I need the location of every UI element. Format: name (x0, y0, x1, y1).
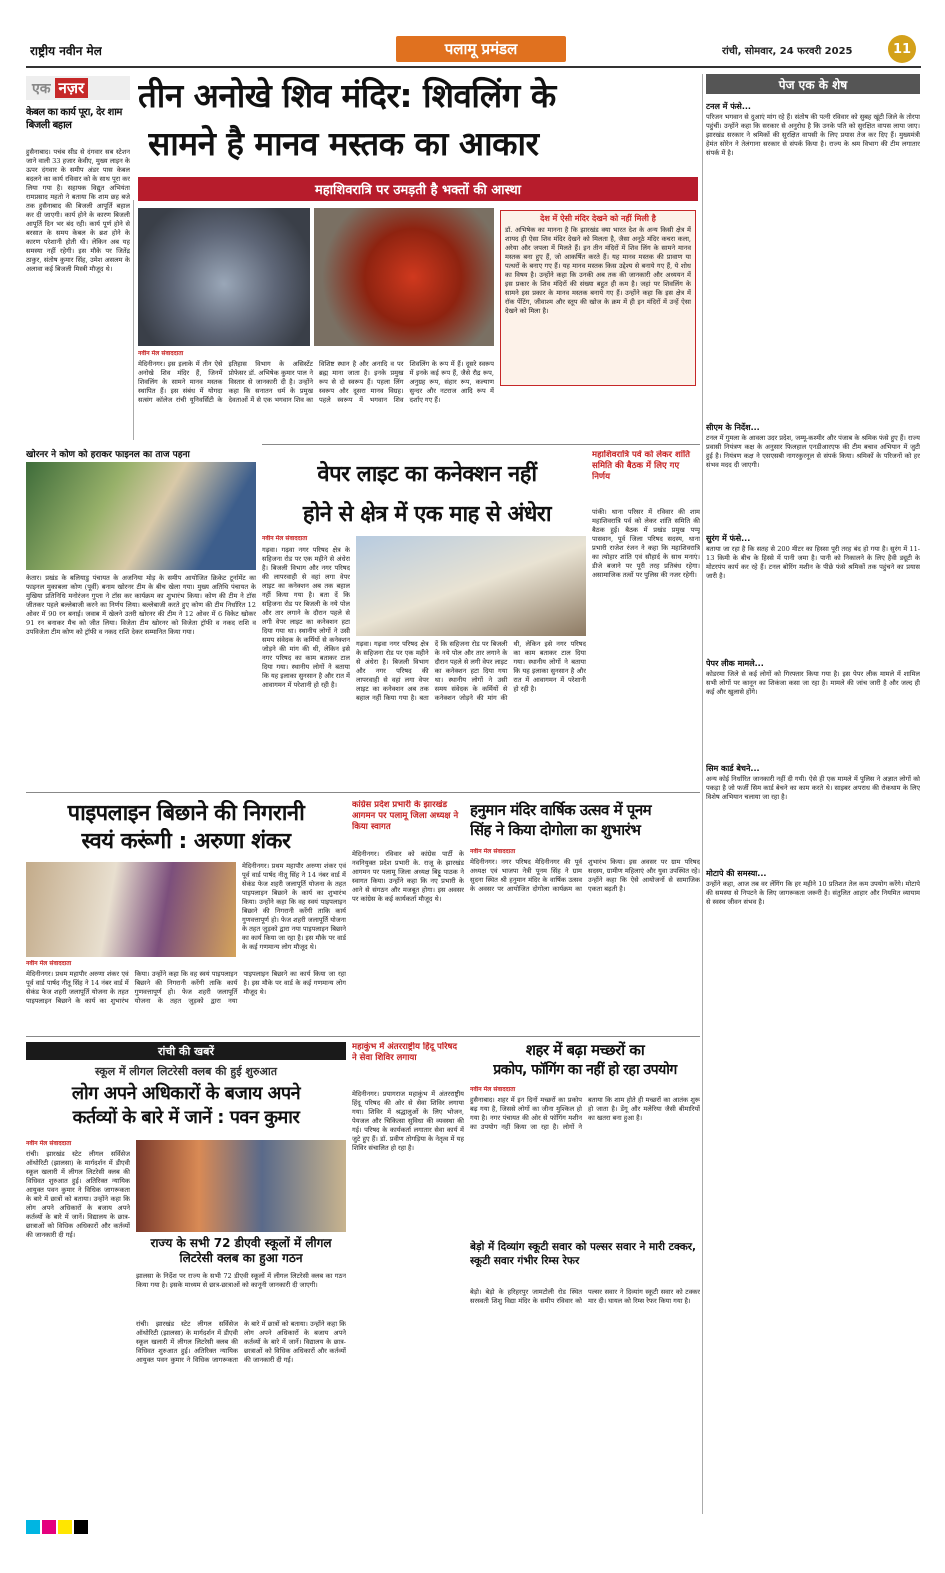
shiv-body: मेदिनीनगर। इस इलाके में तीन ऐसे अनोखे शिव मंदिर हैं, जिनमें शिवलिंग के सामने मानव मस्तक स्थापित हैं। इस संबंध में योगदा सत्संग कॉलेज रांची यूनिवर्सिटी के इतिहास विभाग के असिस्टेंट प्रोफेसर डॉ. अभिषेक कुमार पाल ने विस्तार से जानकारी दी है। उन्होंने कहा कि सनातन धर्म के प्रमुख देवताओं में से एक भगवान शिव का विशिष्ट स्थान है और अनादि व पर ब्रह्म माना जाता है। इनके प्रमुख रूप से दो स्वरूप हैं। पहला लिंग स्वरूप और दूसरा मानव विग्रह। पहले स्वरूप में भगवान शिव शिवलिंग के रूप में हैं। दूसरे स्वरूप में इनके कई रूप हैं, जैसे रौद्र रूप, अनुग्रह रूप, संहार रूप, कल्याण सुन्दर और नटराज आदि रूप में दर्शाए गए हैं। (138, 360, 494, 404)
s5-title: सिम कार्ड बेचने... (706, 764, 760, 773)
ranchi-news-label: रांची की खबरें (158, 1044, 214, 1058)
column-rule-left (133, 200, 134, 440)
mosquito-headline-2: प्रकोप, फॉगिंग का नहीं हो रहा उपयोग (493, 1062, 677, 1078)
s6-title: मोटापे की समस्या... (706, 869, 767, 878)
pipeline-body-side (242, 862, 346, 958)
ek-nazar-label (26, 76, 130, 100)
shiv-box-title: देश में ऐसी मंदिर देखने को नहीं मिली है (540, 214, 656, 223)
trophy-photo (26, 462, 256, 570)
s6-body: उन्होंने कहा, आज तब वर लेंगिंग कि हर महीने 10 प्रतिशत तेल कम उपयोग करेंगे। मोटापे की समस्या से निपटने के लिए जागरूकता जरूरी है। संतुलित आहार और नियमित व्यायाम से स्वस्थ जीवन संभव है। (706, 880, 920, 906)
shiv-info-box (500, 210, 696, 386)
s1-body: परिजन भगवान से दुआएं मांग रहे हैं। संतोष की पत्नी रविवार को सुबह खूंटी जिले के तोरपा पहुंचीं। उन्होंने कहा कि सरकार से अनुरोध है कि उनके पति को सुरक्षित वापस लाया जाए। झारखंड सरकार ने श्रमिकों की सुरक्षित वापसी के लिए प्रयास तेज कर दिए हैं। मुख्यमंत्री हेमंत सोरेन ने तेलंगाना सरकार से संपर्क किया है। राज्य के श्रम विभाग की टीम लगातार संपर्क में है। (706, 113, 920, 157)
s1-title: टनल में फंसे... (706, 102, 751, 111)
s3-body: बताया जा रहा है कि सतह से 200 मीटर का हिस्सा पूरी तरह बंद हो गया है। सुरंग में 11-13 किमी के बीच के हिस्से में पानी जमा है। पानी को निकालने के लिए हैवी ड्यूटी के मोटरपंप कार्य कर रहे हैं। टनल बोरिंग मशीन के पीछे फंसे श्रमिकों तक पहुंचने का प्रयास जारी है। (706, 545, 920, 580)
s2-body: टनल में गुमला के आवला उदर प्रदेश, जम्मू-कश्मीर और पंजाब के श्रमिक फंसे हुए हैं। राज्य प्रवासी नियंत्रण कक्ष के अनुसार फिलहाल एनडीआरएफ की टीम बचाव अभियान में जुटी हुई है। नियंत्रण कक्ष ने एसएसबी नागरकुरनूल से संपर्क किया। श्रमिकों के परिजनों को हर संभव मदद दी जाएगी। (706, 434, 920, 469)
mahakumbh-body: मेदिनीनगर। प्रयागराज महाकुंभ में अंतरराष्ट्रीय हिंदू परिषद की ओर से सेवा शिविर लगाया गया। शिविर में श्रद्धालुओं के लिए भोजन, पेयजल और चिकित्सा सुविधा की व्यवस्था की गई। परिषद के कार्यकर्ता लगातार सेवा कार्य में जुटे हुए हैं। डॉ. प्रवीण तोगड़िया के नेतृत्व में यह शिविर संचालित हो रहा है। (352, 1090, 464, 1152)
congress-body: मेदिनीनगर। रविवार को कांग्रेस पार्टी के नवनियुक्त प्रदेश प्रभारी के. राजू के झारखंड आगमन पर पलामू जिला अध्यक्ष बिट्टू पाठक ने स्वागत किया। उन्होंने कहा कि नए प्रभारी के आने से संगठन और मजबूत होगा। इस अवसर पर कांग्रेस के कई कार्यकर्ता मौजूद थे। (352, 850, 464, 903)
shiv-byline: नवीन मेल संवाददाता (138, 350, 184, 357)
trophy-title: खोरनर ने कोण को हराकर फाइनल का ताज पहना (26, 450, 190, 460)
s3-title: सुरंग में फंसे... (706, 534, 751, 543)
hanuman-headline-1: हनुमान मंदिर वार्षिक उत्सव में पूनम (470, 801, 652, 819)
legal-headline-2: कर्तव्यों के बारे में जानें : पवन कुमार (72, 1107, 300, 1128)
legal-byline: नवीन मेल संवाददाता (26, 1140, 72, 1147)
right-sections (706, 98, 920, 1512)
ranchi-news-bar (26, 1042, 346, 1060)
divider-vapor (262, 444, 700, 445)
s5-body: अन्य कोई निर्धारित जानकारी नहीं दी गयी। ऐसे ही एक मामले में पुलिस ने अज्ञात लोगों को पकड़ा है जो फर्जी सिम कार्ड बेचने का काम करते थे। साइबर अपराध की रोकथाम के लिए विशेष अभियान चलाया जा रहा है। (706, 775, 920, 801)
vapor-body: गढ़वा। गढ़वा नगर परिषद क्षेत्र के सहिजना रोड पर एक महीने से अंधेरा है। बिजली विभाग और नगर परिषद की लापरवाही से वहां लगा वेपर लाइट का कनेक्शन अब तक बहाल नहीं किया गया है। बता दें कि सहिजना रोड पर बिजली के नये पोल और तार लगाने के दौरान पहले से लगी वेपर लाइट का कनेक्शन हटा दिया गया था। स्थानीय लोगों ने उसी समय संवेदक के कर्मियों से कनेक्शन जोड़ने की मांग की थी, लेकिन इसे नगर परिषद का काम बताकर टाल दिया गया। स्थानीय लोगों ने बताया कि यह इलाका सुनसान है और रात में आवागमन में परेशानी हो रही है। (262, 546, 350, 689)
pipeline-side-text: मेदिनीनगर। प्रथम महापौर अरुणा शंकर एवं पूर्व वार्ड पार्षद नीतू सिंह ने 14 नंबर वार्ड में सेकंड फेज शहरी जलापूर्ति योजना के तहत पाइपलाइन बिछाने के कार्य का शुभारंभ किया। उन्होंने कहा कि वह स्वयं पाइपलाइन बिछाने की निगरानी करेंगी ताकि कार्य गुणवत्तापूर्ण हो। फेज शहरी जलापूर्ति योजना के तहत जुड़को द्वारा नया पाइपलाइन बिछाने का कार्य किया जा रहा है। इस मौके पर वार्ड के कई गणमान्य लोग मौजूद थे। (242, 862, 346, 951)
page-number-text: 11 (892, 41, 912, 57)
pipeline-photo (26, 862, 236, 957)
reg-black (74, 1520, 88, 1534)
scooty-title: बेड़ो में दिव्यांग स्कूटी सवार को पल्सर सवार ने मारी टक्कर, स्कूटी सवार गंभीर रिम्स रेफर (470, 1241, 697, 1267)
shiv-box-body: डॉ. अभिषेक का मानना है कि झारखंड क्या भारत देश के अन्य किसी क्षेत्र में शायद ही ऐसा शिव मंदिर देखने को मिलता है, जैसा अनूठे मंदिर कचरा कला, अरेया और जपला में मिलते हैं। इन तीन मंदिरों में शिव लिंग के सामने मानव मस्तक बना हुए हैं, जो आकर्षित करते हैं। यह मानव मस्तक की प्रावाण या पत्थरों के बनाए गए हैं। यह मानव मस्तक किस उद्देश्य से बनाये गए हैं, ये शोध का विषय है। उन्होंने कहा कि उनकी अब तक की जानकारी और अध्ययन में इस प्रकार के शिव मंदिरों की संख्या बहुत ही कम है। जहां पर शिवलिंग के सामने इस प्रकार के मानव मस्तक बनाये गए हैं। उन्होंने कहा कि इस क्षेत्र में रॉक पेंटिंग, जीवाश्म और स्तूप की खोज के क्रम में ही इन मंदिरों में उन्हें ऐसा देखने को मिला है। (505, 226, 691, 315)
mosquito-byline: नवीन मेल संवाददाता (470, 1086, 516, 1093)
vapor-body-cont (356, 640, 586, 784)
s4-body: कोडरमा जिले से कई लोगों को गिरफ्तार किया गया है। इस पेपर लीक मामले में शामिल सभी लोगों पर कानून का शिकंजा कसा जा रहा है। मामले की जांच जारी है और जल्द ही कई और खुलासे होंगे। (706, 670, 920, 696)
congress-title: कांग्रेस प्रदेश प्रभारी के झारखंड आगमन पर पलामू जिला अध्यक्ष ने किया स्वागत (352, 800, 459, 832)
masthead (26, 32, 921, 68)
mosquito-headline-1: शहर में बढ़ा मच्छरों का (525, 1041, 645, 1059)
mosquito-body: हुसैनाबाद। शहर में इन दिनों मच्छरों का प्रकोप बढ़ गया है, जिससे लोगों का जीना मुश्किल हो गया है। नगर पंचायत की ओर से फॉगिंग मशीन का उपयोग नहीं किया जा रहा है। लोगों ने बताया कि शाम होते ही मच्छरों का आतंक शुरू हो जाता है। डेंगू और मलेरिया जैसी बीमारियों का खतरा बना हुआ है। (470, 1096, 700, 1131)
s2-title: सीएम के निर्देश... (706, 423, 760, 432)
pipeline-byline: नवीन मेल संवाददाता (26, 960, 72, 967)
scooty-body: बेड़ो। बेड़ो के हरिहरपुर जामटोली रोड स्थित सरस्वती शिशु विद्या मंदिर के समीप रविवार को पल्सर सवार ने दिव्यांग स्कूटी सवार को टक्कर मार दी। घायल को रिम्स रेफर किया गया है। (470, 1288, 700, 1305)
column-rule-right (702, 74, 703, 1514)
vapor-photo (356, 536, 586, 636)
legal-photo-title: राज्य के सभी 72 डीएवी स्कूलों में लीगल लिटरेसी क्लब का हुआ गठन (150, 1236, 332, 1265)
committee-body: पांकी। थाना परिसर में रविवार की शाम महाशिवरात्रि पर्व को लेकर शांति समिति की बैठक हुई। बैठक में प्रखंड प्रमुख पप्पू पासवान, पूर्व जिला परिषद सदस्य, थाना प्रभारी राजेश रंजन ने कहा कि महाशिवरात्रि का त्योहार शांति एवं सौहार्द के साथ मनाएं। डीजे बजाने पर पूरी तरह प्रतिबंध रहेगा। असामाजिक तत्वों पर पुलिस की नजर रहेगी। (592, 508, 700, 579)
reg-magenta (42, 1520, 56, 1534)
vapor-byline: नवीन मेल संवाददाता (262, 535, 308, 542)
vapor-headline-1: वेपर लाइट का कनेक्शन नहीं (317, 462, 537, 487)
right-header-text: पेज एक के शेष (778, 77, 848, 92)
shiv-headline-1: तीन अनोखे शिव मंदिर: शिवलिंग के (138, 76, 556, 115)
section-title: पलामू प्रमंडल (444, 40, 518, 58)
ek-nazar-headline: केबल का कार्य पूरा, देर शाम बिजली बहाल (26, 107, 122, 131)
s4-title: पेपर लीक मामले... (706, 659, 764, 668)
vapor-headline-2: होने से क्षेत्र में एक माह से अंधेरा (302, 502, 552, 527)
legal-body-cont (136, 1320, 346, 1510)
legal-body: रांची। झारखंड स्टेट लीगल सर्विसेज ऑथोरिटी (झालसा) के मार्गदर्शन में डीएवी स्कूल खलारी में लीगल लिटरेसी क्लब की विधिवत शुरुआत हुई। अतिरिक्त न्यायिक आयुक्त पवन कुमार ने विधिक जागरूकता के बारे में छात्रों को बताया। उन्होंने कहा कि लोग अपने अधिकारों के बजाय अपने कर्तव्यों के बारे में जानें। विद्यालय के छात्र-छात्राओं को विधिक अधिकारों और कर्तव्यों की जानकारी दी गई। (26, 1150, 130, 1239)
mahakumbh-title: महाकुंभ में अंतरराष्ट्रीय हिंदू परिषद ने सेवा शिविर लगाया (352, 1042, 457, 1063)
brand-name: राष्ट्रीय नवीन मेल (30, 44, 102, 58)
vapor-body-extra: गढ़वा। गढ़वा नगर परिषद क्षेत्र के सहिजना रोड पर एक महीने से अंधेरा है। बिजली विभाग और नगर परिषद की लापरवाही से वहां लगा वेपर लाइट का कनेक्शन अब तक बहाल नहीं किया गया है। बता दें कि सहिजना रोड पर बिजली के नये पोल और तार लगाने के दौरान पहले से लगी वेपर लाइट का कनेक्शन हटा दिया गया था। स्थानीय लोगों ने उसी समय संवेदक के कर्मियों से कनेक्शन जोड़ने की मांग की थी, लेकिन इसे नगर परिषद का काम बताकर टाल दिया गया। स्थानीय लोगों ने बताया कि यह इलाका सुनसान है और रात में आवागमन में परेशानी हो रही है। (356, 640, 586, 702)
hanuman-body: मेदिनीनगर। नगर परिषद मेदिनीनगर की पूर्व अध्यक्ष एवं भाजपा नेत्री पूनम सिंह ने ग्राम सुदना स्थित श्री हनुमान मंदिर के वार्षिक उत्सव के अवसर पर आयोजित दोगोला कार्यक्रम का शुभारंभ किया। इस अवसर पर ग्राम परिषद सदस्य, ग्रामीण महिलाएं और युवा उपस्थित रहे। उन्होंने कहा कि ऐसे आयोजनों से सामाजिक एकता बढ़ती है। (470, 858, 700, 893)
pipeline-body: मेदिनीनगर। प्रथम महापौर अरुणा शंकर एवं पूर्व वार्ड पार्षद नीतू सिंह ने 14 नंबर वार्ड में सेकंड फेज शहरी जलापूर्ति योजना के तहत पाइपलाइन बिछाने के कार्य का शुभारंभ किया। उन्होंने कहा कि वह स्वयं पाइपलाइन बिछाने की निगरानी करेंगी ताकि कार्य गुणवत्तापूर्ण हो। फेज शहरी जलापूर्ति योजना के तहत जुड़को द्वारा नया पाइपलाइन बिछाने का कार्य किया जा रहा है। इस मौके पर वार्ड के कई गणमान्य लोग मौजूद थे। (26, 970, 346, 1005)
trophy-body: केतार। प्रखंड के बलियाडु पंचायत के अजनिया मोड़ के समीप आयोजित क्रिकेट टूर्नामेंट का फाइनल मुकाबला कोण (पूर्वी) बनाम खोरनर टीम के बीच खेला गया। मुख्य अतिथि पंचायत के मुखिया प्रतिनिधि मनोरंजन गुप्ता ने टॉस कर कार्यक्रम का शुभारंभ किया। कोण की टीम ने टॉस जीतकर पहले बल्लेबाजी करने का निर्णय लिया। बल्लेबाजी करते हुए कोण की टीम निर्धारित 12 ओवर में 90 रन बनाई। जवाब में खेलने उतरी खोरनर की टीम ने 12 ओवर में 6 विकेट खोकर 91 रन बनाकर मैच को जीत लिया। विजेता टीम खोरनर को विजेता ट्रॉफी व नकद राशि व उपविजेता टीम कोण को ट्रॉफी व नकद राशि देकर सम्मानित किया गया। (26, 574, 256, 636)
divider-pipeline (26, 792, 700, 793)
ek-nazar-column (26, 76, 130, 446)
section-banner (396, 36, 566, 62)
hanuman-byline: नवीन मेल संवाददाता (470, 848, 516, 855)
right-header (706, 74, 920, 94)
reg-yellow (58, 1520, 72, 1534)
divider-bottom (26, 1036, 700, 1037)
legal-body-cont-text: रांची। झारखंड स्टेट लीगल सर्विसेज ऑथोरिटी (झालसा) के मार्गदर्शन में डीएवी स्कूल खलारी में लीगल लिटरेसी क्लब की विधिवत शुरुआत हुई। अतिरिक्त न्यायिक आयुक्त पवन कुमार ने विधिक जागरूकता के बारे में छात्रों को बताया। उन्होंने कहा कि लोग अपने अधिकारों के बजाय अपने कर्तव्यों के बारे में जानें। विद्यालय के छात्र-छात्राओं को विधिक अधिकारों और कर्तव्यों की जानकारी दी गई। (136, 1320, 346, 1364)
nazar-label: नज़र (55, 78, 89, 98)
pipeline-headline-2: स्वयं करूंगी : अरुणा शंकर (81, 829, 291, 854)
page-number (888, 35, 916, 63)
right-column (706, 74, 920, 1514)
shiv-headline-2: सामने है मानव मस्तक का आकार (148, 124, 539, 163)
legal-photo-body: झालसा के निर्देश पर राज्य के सभी 72 डीएवी स्कूलों में लीगल लिटरेसी क्लब का गठन किया गया है। इसके माध्यम से छात्र-छात्राओं को कानूनी जानकारी दी जाएगी। (136, 1272, 346, 1289)
ek-label: एक (32, 80, 51, 97)
legal-photo (136, 1140, 346, 1232)
shiv-kicker-text: महाशिवरात्रि पर उमड़ती है भक्तों की आस्था (314, 183, 522, 198)
registration-strip (26, 1520, 921, 1534)
ek-nazar-body: हुसैनाबाद। पचंब सीड से दंगवार सब स्टेशन जाने वाली 33 हजार केवीए, मुख्य लाइन के ऊपर दंगवार के समीप अंडर पास केबल बदलने का कार्य रविवार को के साथ पूरा कर लिया गया है। सहायक विद्युत अभियंता रामप्रसाद महतो ने बताया कि शाम छह बजे तक हुसैनाबाद की बिजली आपूर्ति बहाल कर दी जाएगी। कार्य होने के कारण बिजली आपूर्ति दिन भर बंद रही। कार्य पूर्ण होने से बरसात के समय केबल के ब्रश होने के कारण परेशानी होती थी। लेकिन अब यह समस्या नहीं रहेगी। इस मौके पर जितेंद्र ठाकुर, संतोष कुमार सिंह, उमेश असलम के अलावा कई बिजली मिस्त्री मौजूद थे। (26, 148, 130, 273)
shivling-photo-2 (314, 208, 494, 346)
committee-title: महाशिवरात्रि पर्व को लेकर शांति समिति की बैठक में लिए गए निर्णय (592, 450, 690, 482)
legal-headline-1: लोग अपने अधिकारों के बजाय अपने (71, 1083, 301, 1104)
shiv-kicker (138, 177, 698, 201)
shivling-photo-1 (138, 208, 310, 346)
dateline: रांची, सोमवार, 24 फरवरी 2025 (722, 46, 853, 57)
reg-cyan (26, 1520, 40, 1534)
legal-kicker: स्कूल में लीगल लिटरेसी क्लब की हुई शुरुआत (94, 1065, 277, 1078)
hanuman-headline-2: सिंह ने किया दोगोला का शुभारंभ (470, 821, 641, 839)
pipeline-headline-1: पाइपलाइन बिछाने की निगरानी (67, 801, 305, 826)
header-rule (26, 66, 921, 68)
